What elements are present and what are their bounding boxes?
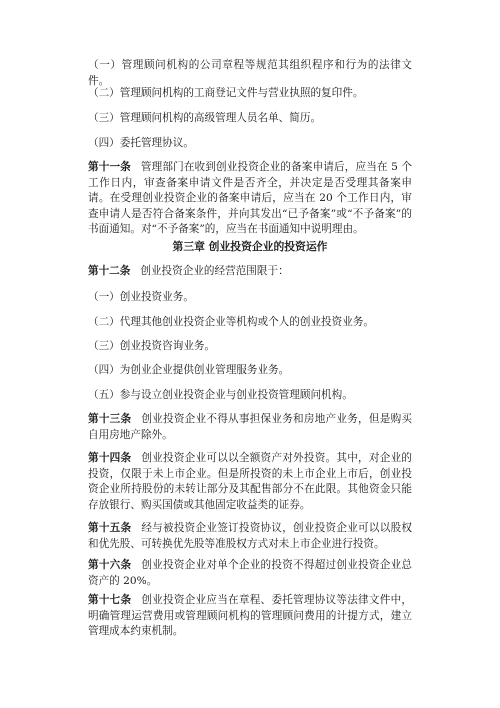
article-17: [88, 593, 412, 640]
article-12: [88, 264, 412, 280]
article-label: 第十四条: [88, 452, 132, 464]
list-item: （四）为创业企业提供创业管理服务业务。: [88, 364, 290, 376]
list-item: （一）创业投资业务。: [88, 291, 194, 303]
article-16: [88, 558, 412, 589]
list-item: （三）管理顾问机构的高级管理人员名单、简历。: [88, 112, 322, 124]
list-item: （三）创业投资咨询业务。: [88, 340, 216, 352]
article-text: 创业投资企业对单个企业的投资不得超过创业投资企业总资产的 20%。: [88, 559, 412, 587]
article-text: 经与被投资企业签订投资协议，创业投资企业可以以股权和优先股、可转换优先股等准股权方式对未上市企业进行投资。: [88, 522, 412, 550]
article-text: 创业投资企业不得从事担保业务和房地产业务，但是购买自用房地产除外。: [88, 413, 412, 441]
list-item: （五）参与设立创业投资企业与创业投资管理顾问机构。: [88, 389, 353, 401]
article-label: 第十五条: [88, 522, 132, 534]
article-label: 第十一条: [88, 161, 131, 173]
article-label: 第十二条: [88, 265, 131, 277]
article-label: 第十七条: [88, 594, 132, 606]
article-text: 创业投资企业可以以全额资产对外投资。其中，对企业的投资，仅限于未上市企业。但是所投资的未上市企业上市后，创业投资企业所持股份的未转让部分及其配售部分不在此限。其他资金只能存放银行、购买国债或其他固定收益类的证券。: [88, 452, 412, 511]
article-text: 创业投资企业应当在章程、委托管理协议等法律文件中，明确管理运营费用或管理顾问机构的管理顾问费用的计提方式，建立管理成本约束机制。: [88, 594, 412, 638]
article-15: [88, 521, 412, 552]
article-11: [88, 160, 412, 238]
chapter-title: 第三章 创业投资企业的投资运作: [172, 240, 328, 253]
list-item: （四）委托管理协议。: [88, 137, 194, 149]
article-label: 第十三条: [88, 413, 132, 425]
article-14: [88, 451, 412, 513]
list-item: （二）代理其他创业投资企业等机构或个人的创业投资业务。: [88, 316, 375, 328]
article-text: 管理部门在收到创业投资企业的备案申请后，应当在 5 个工作日内，审查备案申请文件是否齐全，并决定是否受理其备案申请。在受理创业投资企业的备案申请后，应当在 20 个工作日内，审查申请人是否符合备案条件，并向其发出“已予备案”或“不予备案”的书面通知。对“不予备案”的，应当在书面通知中说明理由。: [88, 161, 412, 236]
article-label: 第十六条: [88, 559, 132, 571]
article-text: 创业投资企业的经营范围限于：: [140, 265, 289, 277]
list-item: （一）管理顾问机构的公司章程等规范其组织程序和行为的法律文件。: [88, 59, 412, 87]
list-item: （二）管理顾问机构的工商登记文件与营业执照的复印件。: [88, 87, 364, 99]
article-13: [88, 412, 412, 443]
